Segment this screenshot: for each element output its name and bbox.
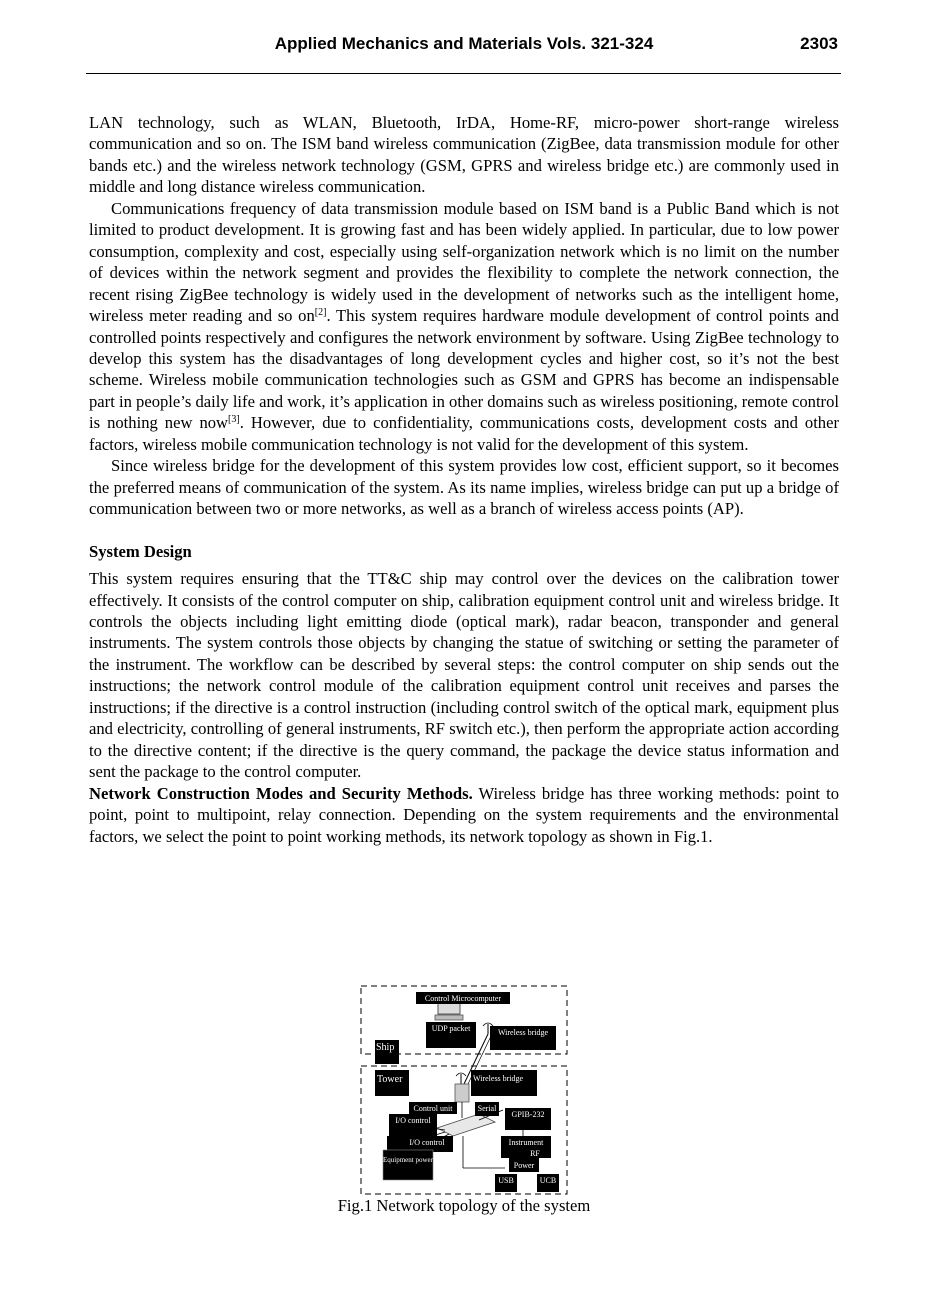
- network-topology-figure: [355, 980, 575, 1198]
- label-power: Power: [513, 1161, 535, 1170]
- tower-bridge-device: [455, 1084, 469, 1102]
- label-tower: Tower: [377, 1074, 403, 1085]
- label-control-unit: Control unit: [413, 1104, 453, 1113]
- running-header: [88, 34, 840, 58]
- paragraph-5-text: Wireless bridge has three working methods: point to point, point to multipoint, relay connection. Depending on the system requirements and the environmental factors, we select the point to point working methods, its network topology as shown in Fig.1.: [89, 783, 839, 846]
- paragraph-4: This system requires ensuring that the TT&C ship may control over the devices on the calibration tower effectively. It consists of the control computer on ship, calibration equipment control unit and wireless bridge. It controls the objects including light emitting diode (optical mark), radar beacon, transponder and general instruments. The system controls those objects by changing the statue of switching or setting the parameter of the instrument. The workflow can be described by several steps: the control computer on ship sends out the instructions; the network control module of the calibration equipment control unit receives and parses the instructions; if the directive is a control instruction (including control switch of the optical mark, equipment plus and electricity, controlling of general instruments, RF switch etc.), then perform the appropriate action according to the directive content; if the directive is the query command, the package the device status information and sent the package to the control computer.: [89, 569, 839, 782]
- journal-title: Applied Mechanics and Materials Vols. 321-324: [274, 34, 654, 53]
- label-udp-packet: UDP packet: [431, 1024, 471, 1033]
- label-equipment-power: Equipment power: [383, 1156, 433, 1164]
- paragraph-2-part-b: . This system requires hardware module development of control points and controlled points respectively and configures the network environment by software. Using ZigBee technology to develop this system has the disadvantages of long development cycles and higher cost, so it’s not the best scheme. Wireless mobile communication technologies such as GSM and GPRS has become an indispensable part in people’s daily life and work, it’s application in other domains such as wireless positioning, remote control is nothing new now: [89, 306, 839, 433]
- page-number: 2303: [800, 34, 838, 53]
- label-control-microcomputer: Control Microcomputer: [424, 994, 502, 1003]
- label-wireless-bridge-ship: Wireless bridge: [497, 1028, 549, 1037]
- paragraph-3: Since wireless bridge for the development of this system provides low cost, efficient support, so it becomes the preferred means of communication of the system. As its name implies, wireless bridge can put up a bridge of communication between two or more networks, as well as a branch of wireless access points (AP).: [89, 456, 839, 519]
- label-usb: USB: [498, 1176, 514, 1185]
- label-wireless-bridge-tower: Wireless bridge: [473, 1074, 524, 1083]
- run-in-heading: Network Construction Modes and Security Methods.: [89, 783, 473, 803]
- citation-3: [3]: [228, 414, 240, 426]
- label-instrument: Instrument: [508, 1138, 544, 1147]
- paragraph-1: LAN technology, such as WLAN, Bluetooth, IrDA, Home-RF, micro-power short-range wireless communication and so on. The ISM band wireless communication (ZigBee, data transmission module for other bands etc.) and the wireless network technology (GSM, GPRS and wireless bridge etc.) are commonly used in middle and long distance wireless communication.: [89, 113, 839, 197]
- label-serial: Serial: [477, 1104, 497, 1113]
- label-ucb: UCB: [539, 1176, 557, 1185]
- citation-2: [2]: [314, 307, 327, 319]
- paragraph-5: [89, 783, 839, 847]
- article-body: [89, 112, 839, 847]
- header-rule: [86, 73, 841, 74]
- label-io-control-2: I/O control: [409, 1138, 445, 1147]
- label-rf: RF: [530, 1149, 540, 1158]
- section-heading: System Design: [89, 541, 192, 561]
- label-gpib: GPIB-232: [511, 1110, 545, 1119]
- paragraph-2-part-a: Communications frequency of data transmission module based on ISM band is a Public Band which is not limited to product development. It is growing fast and has been widely applied. In particular, due to low power consumption, complexity and cost, especially using self-organization network which is no limit on the number of devices within the network segment and provides the flexibility to complete the network connection, the recent rising ZigBee technology is widely used in the development of networks such as the intelligent home, wireless meter reading and so on: [89, 198, 839, 326]
- figure-caption: Fig.1 Network topology of the system: [337, 1196, 591, 1215]
- label-io-control-1: I/O control: [395, 1116, 431, 1125]
- label-ship: Ship: [376, 1042, 395, 1053]
- paragraph-2-part-c: . However, due to confidentiality, communications costs, development costs and other factors, wireless mobile communication technology is not valid for the development of this system.: [89, 413, 839, 454]
- paragraph-2: [89, 198, 839, 455]
